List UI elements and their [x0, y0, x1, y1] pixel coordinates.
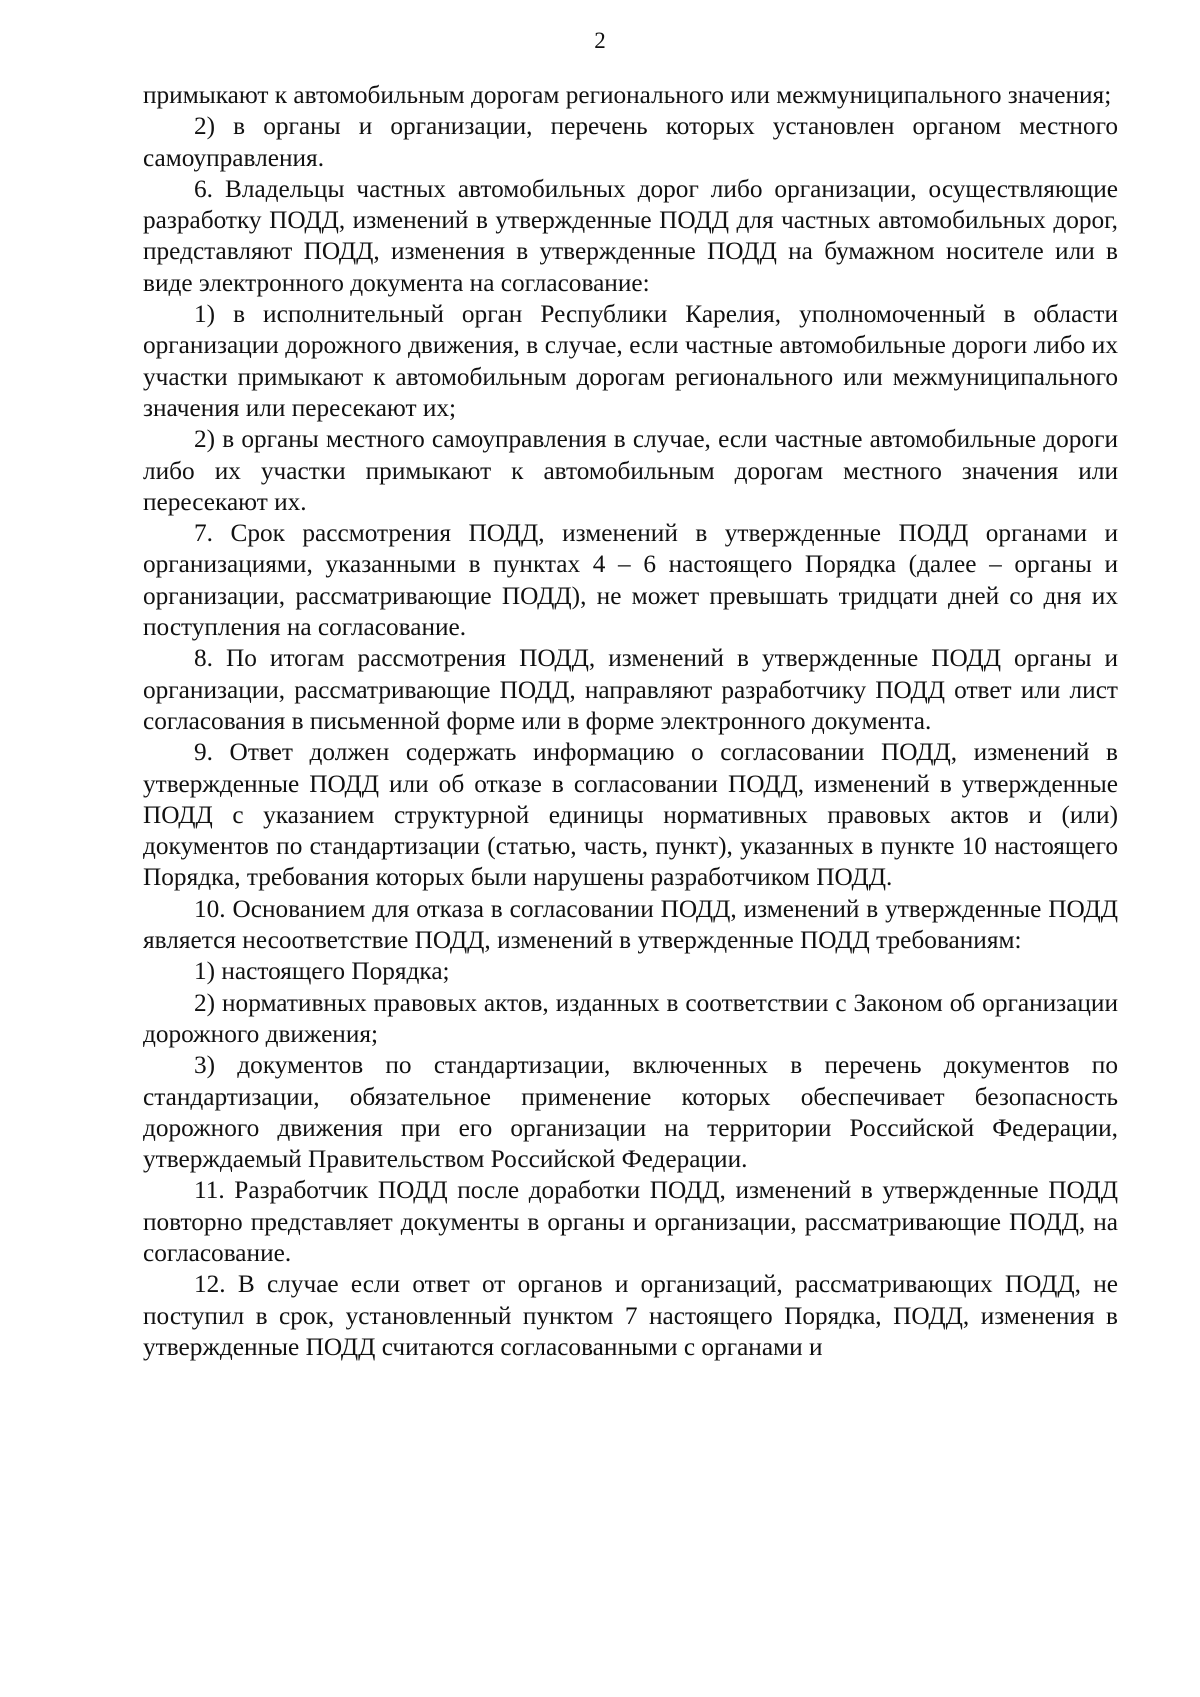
paragraph-item-5-2: 2) в органы и организации, перечень которых установлен органом местного самоуправления. [143, 112, 1118, 172]
paragraph-continuation: примыкают к автомобильным дорогам регионального или межмуниципального значения; [143, 81, 1112, 109]
paragraph-item-11: 11. Разработчик ПОДД после доработки ПОДД, изменений в утвержденные ПОДД повторно представляет документы в органы и организации, рассматривающие ПОДД, на согласование. [143, 1176, 1118, 1267]
paragraph-item-10-3: 3) документов по стандартизации, включенных в перечень документов по стандартизации, обязательное применение которых обеспечивает безопасность дорожного движения при его организации на территории Российской Федерации, утверждаемый Правительством Российской Федерации. [143, 1051, 1118, 1174]
paragraph-item-9: 9. Ответ должен содержать информацию о согласовании ПОДД, изменений в утвержденные ПОДД или об отказе в согласовании ПОДД, изменений в утвержденные ПОДД с указанием структурной единицы нормативных правовых актов и (или) документов по стандартизации (статью, часть, пункт), указанных в пункте 10 настоящего Порядка, требования которых были нарушены разработчиком ПОДД. [143, 738, 1118, 892]
document-body [143, 80, 1118, 1363]
paragraph-item-10: 10. Основанием для отказа в согласовании ПОДД, изменений в утвержденные ПОДД является несоответствие ПОДД, изменений в утвержденные ПОДД требованиям: [143, 894, 1118, 955]
paragraph-item-6-2: 2) в органы местного самоуправления в случае, если частные автомобильные дороги либо их участки примыкают к автомобильным дорогам местного значения или пересекают их. [143, 425, 1118, 516]
paragraph-item-6: 6. Владельцы частных автомобильных дорог либо организации, осуществляющие разработку ПОДД, изменений в утвержденные ПОДД для частных автомобильных дорог, представляют ПОДД, изменения в утвержденные ПОДД на бумажном носителе или в виде электронного документа на согласование: [143, 174, 1118, 297]
paragraph-item-7: 7. Срок рассмотрения ПОДД, изменений в утвержденные ПОДД органами и организациями, указанными в пунктах 4 – 6 настоящего Порядка (далее – органы и организации, рассматривающие ПОДД), не может превышать тридцати дней со дня их поступления на согласование. [143, 519, 1118, 642]
paragraph-item-10-2: 2) нормативных правовых актов, изданных в соответствии с Законом об организации дорожного движения; [143, 988, 1118, 1048]
paragraph-item-6-1: 1) в исполнительный орган Республики Карелия, уполномоченный в области организации дорожного движения, в случае, если частные автомобильные дороги либо их участки примыкают к автомобильным дорогам регионального или межмуниципального значения или пересекают их; [143, 300, 1118, 422]
paragraph-item-12: 12. В случае если ответ от органов и организаций, рассматривающих ПОДД, не поступил в срок, установленный пунктом 7 настоящего Порядка, ПОДД, изменения в утвержденные ПОДД считаются согласованными с органами и [143, 1270, 1118, 1361]
paragraph-item-8: 8. По итогам рассмотрения ПОДД, изменений в утвержденные ПОДД органы и организации, рассматривающие ПОДД, направляют разработчику ПОДД ответ или лист согласования в письменной форме или в форме электронного документа. [143, 644, 1118, 735]
paragraph-item-10-1: 1) настоящего Порядка; [194, 957, 450, 986]
page-number: 2 [594, 28, 606, 53]
